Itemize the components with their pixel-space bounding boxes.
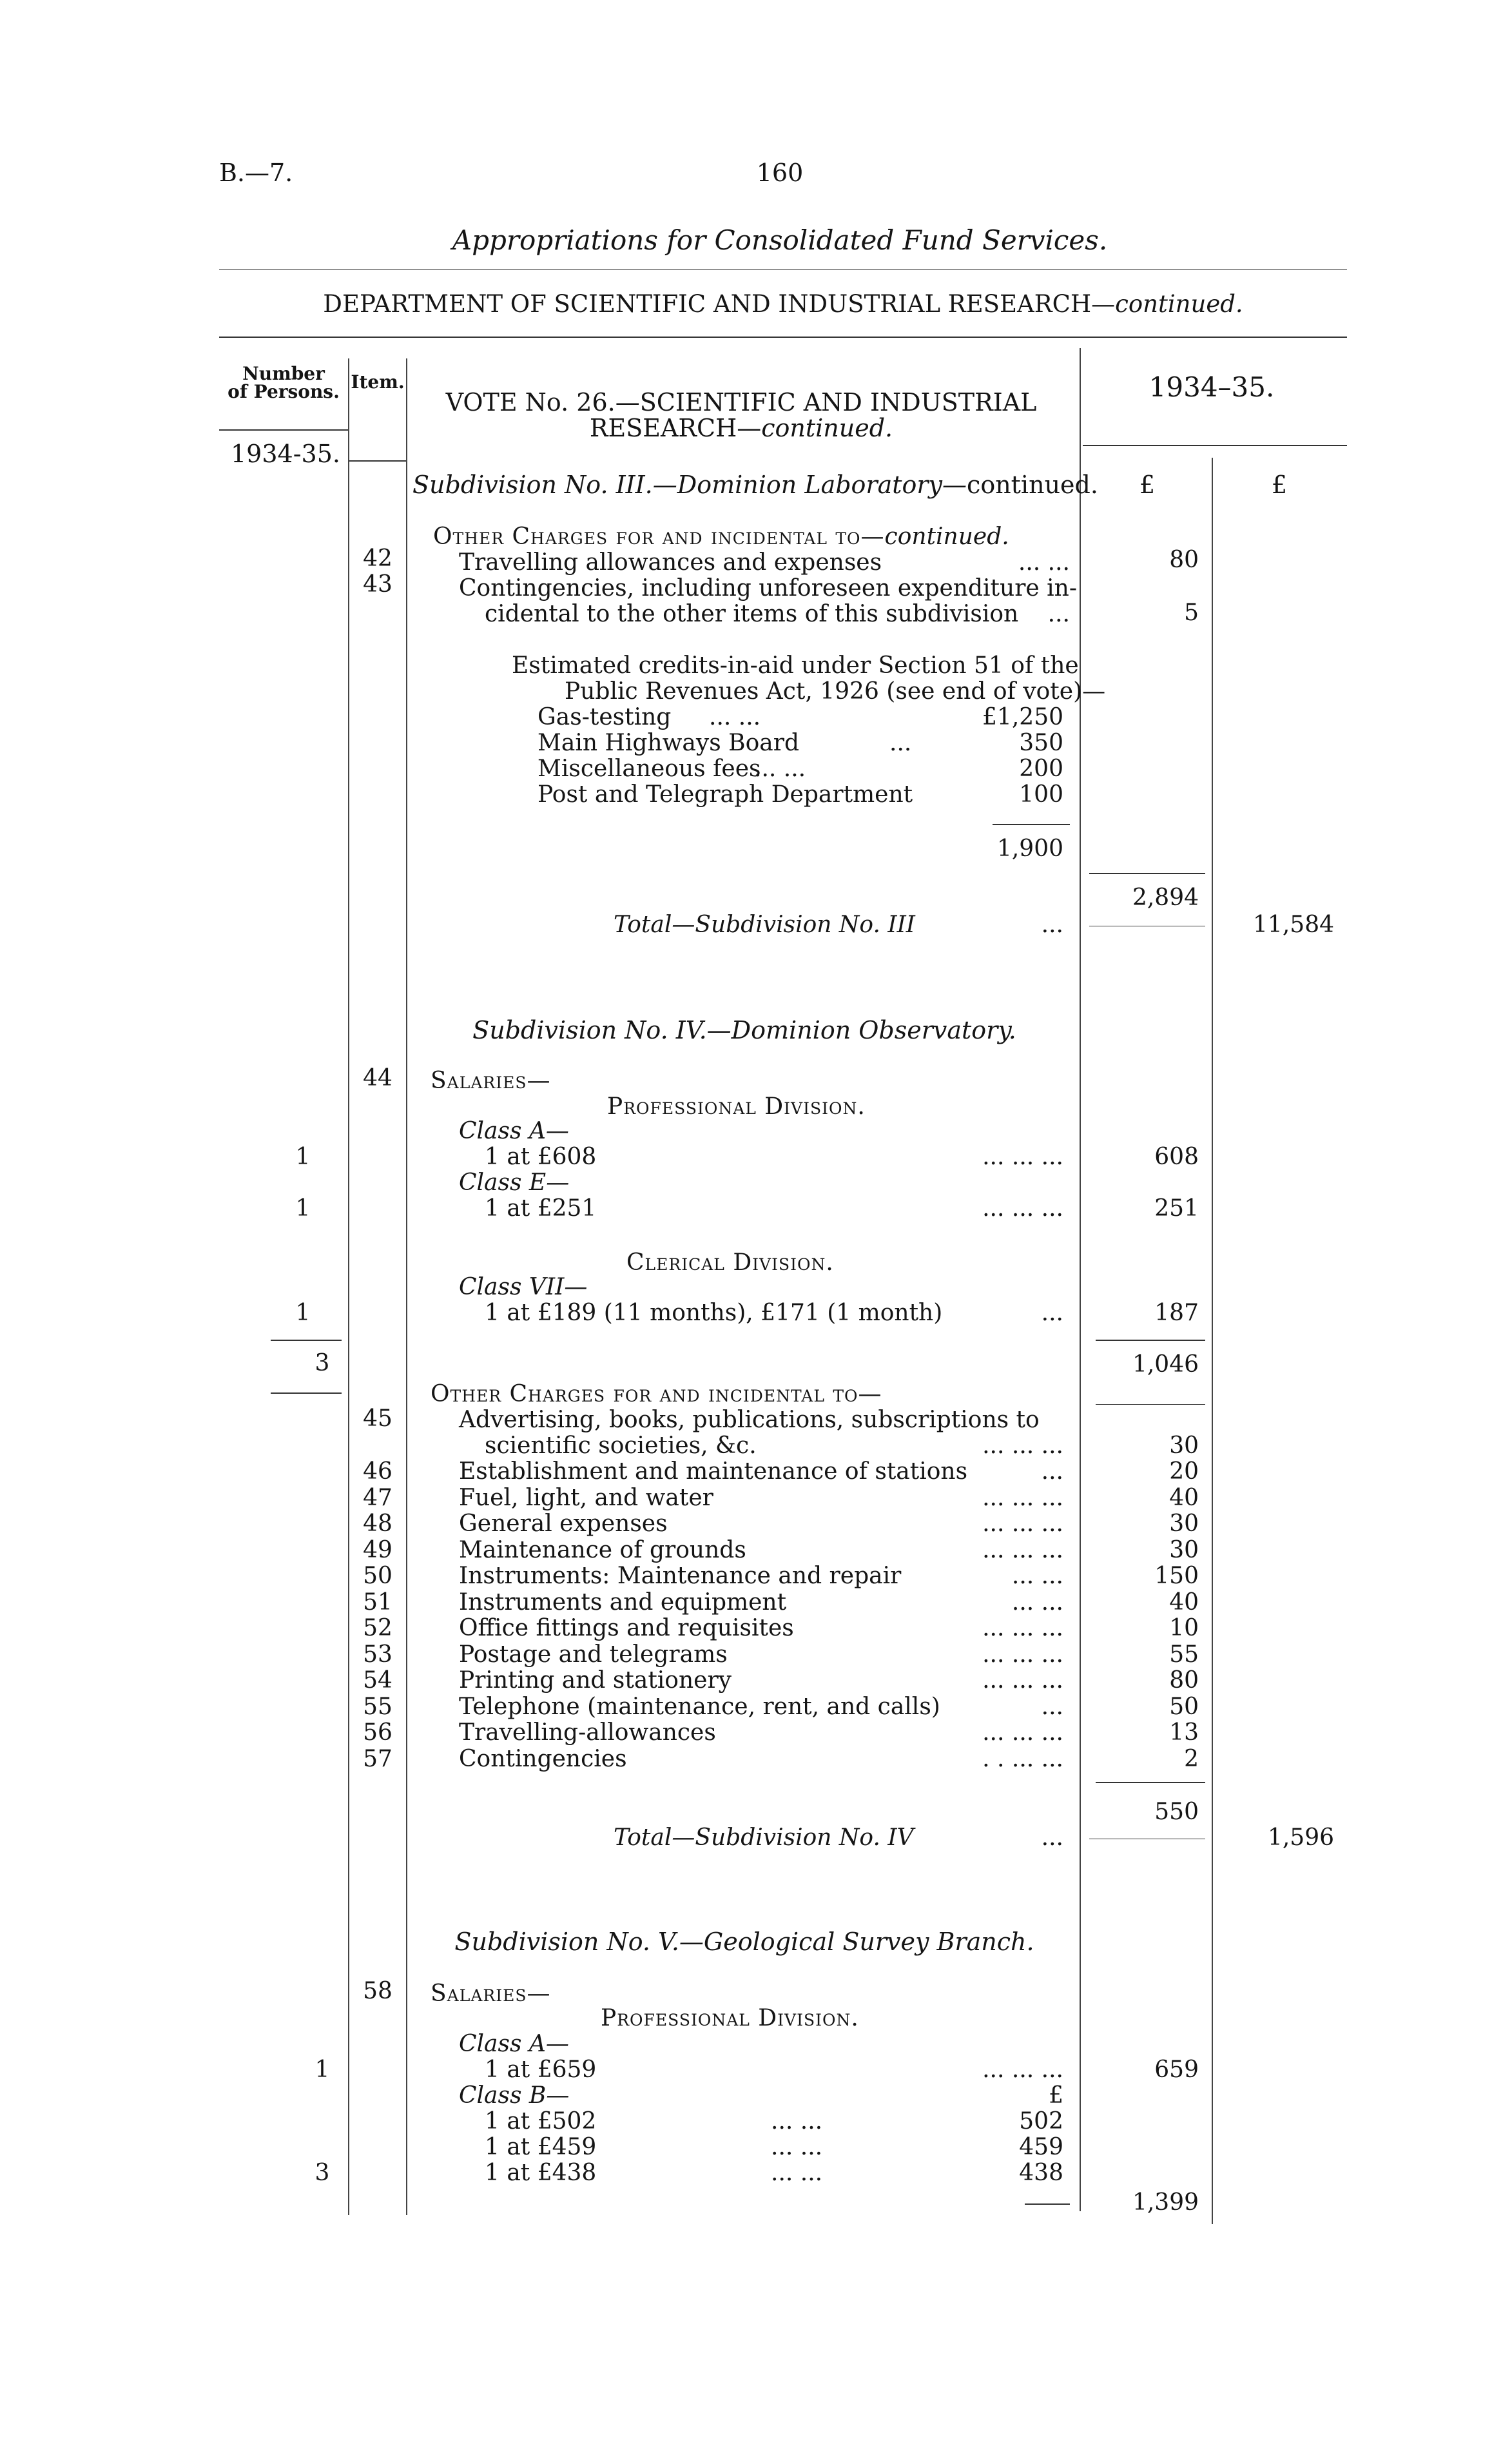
amount: 438 (1019, 2160, 1063, 2186)
amount: 5 (1184, 600, 1199, 626)
amount: 502 (1019, 2108, 1063, 2135)
rule (349, 460, 406, 462)
rule (993, 824, 1070, 825)
class-heading: Class A— (459, 2031, 569, 2057)
dots: ... ... (771, 2160, 823, 2186)
dots: ... ... ... (982, 1615, 1063, 1641)
item-number: 46 (363, 1458, 393, 1485)
credit-amount: 100 (1019, 781, 1063, 808)
amount: 2 (1184, 1746, 1199, 1772)
column-rule (348, 358, 349, 2215)
vote-heading: VOTE No. 26.—SCIENTIFIC AND INDUSTRIAL RESEARCH—continued. (445, 388, 1037, 442)
dots: ... ... ... (982, 1195, 1063, 1222)
dots: ... ... ... (982, 1510, 1063, 1537)
persons-count: 1 (295, 1300, 311, 1326)
column-rule (406, 358, 407, 2215)
line-text: 1 at £502 (485, 2108, 597, 2135)
dots: ... (1047, 601, 1070, 627)
line-text: Contingencies (459, 1746, 627, 1772)
line-text: General expenses (459, 1510, 668, 1537)
amount: 20 (1169, 1458, 1199, 1485)
subdivision-iv-title: Subdivision No. IV.—Dominion Observatory. (472, 1016, 1016, 1044)
line-text: Maintenance of grounds (459, 1537, 746, 1563)
dots: ... (1041, 1694, 1063, 1720)
credit-label: Gas-testing (538, 704, 672, 730)
rule (1025, 2203, 1070, 2205)
item-number: 52 (363, 1615, 393, 1641)
subtotal: 1,399 (1132, 2189, 1199, 2216)
dots: ... ... (1011, 1589, 1063, 1616)
dots: ... ... ... (982, 1719, 1063, 1746)
dots: ... ... ... (982, 1432, 1063, 1459)
amount: 150 (1154, 1563, 1199, 1589)
division-heading: Professional Division. (607, 1093, 866, 1120)
amount: 10 (1169, 1615, 1199, 1641)
grand-total: 11,584 (1253, 912, 1334, 938)
rule (271, 1392, 342, 1394)
credits-text: Estimated credits-in-aid under Section 51 of the (512, 652, 1079, 679)
credit-amount: £1,250 (982, 704, 1063, 730)
item-number: 43 (363, 571, 393, 598)
credit-amount: 350 (1019, 730, 1063, 756)
line-text: Instruments: Maintenance and repair (459, 1563, 902, 1589)
pound-sign: £ (1139, 471, 1156, 499)
credit-label: Miscellaneous fees (538, 756, 761, 782)
rule (219, 269, 1347, 270)
dots: ... (889, 730, 912, 756)
salaries-heading: Salaries— (431, 1980, 551, 2007)
other-charges-heading: Other Charges for and incidental to—continued. (433, 523, 1009, 550)
dots: ... ... (771, 2134, 823, 2160)
item-number: 56 (363, 1719, 393, 1746)
item-number: 53 (363, 1641, 393, 1668)
dots: ... ... (709, 704, 761, 730)
dots: ... ... ... (982, 1537, 1063, 1563)
class-heading: Class B— (459, 2082, 570, 2109)
line-text: Travelling allowances and expenses (459, 549, 882, 576)
header-item: Item. (351, 371, 405, 393)
line-text: 1 at £608 (485, 1144, 597, 1170)
class-heading: Class VII— (459, 1274, 588, 1300)
header-year-persons: 1934-35. (231, 440, 340, 468)
line-text: 1 at £459 (485, 2134, 597, 2160)
line-text: Telephone (maintenance, rent, and calls) (459, 1694, 940, 1720)
rule (1083, 445, 1347, 446)
line-text: Establishment and maintenance of stations (459, 1458, 968, 1485)
line-text: 1 at £189 (11 months), £171 (1 month) (485, 1300, 943, 1326)
line-text: 1 at £438 (485, 2160, 597, 2186)
dots: ... ... (1018, 549, 1070, 576)
header-number-persons: Number of Persons. (228, 363, 340, 402)
line-text: Travelling-allowances (459, 1719, 716, 1746)
item-number: 55 (363, 1694, 393, 1720)
amount: 40 (1169, 1589, 1199, 1616)
header-year: 1934–35. (1149, 371, 1275, 403)
persons-total: 3 (315, 1350, 330, 1376)
pound-sign: £ (1049, 2082, 1063, 2109)
total-label: Total—Subdivision No. IV (614, 1824, 914, 1851)
amount: 459 (1019, 2134, 1063, 2160)
persons-count: 3 (315, 2160, 330, 2186)
item-number: 44 (363, 1065, 393, 1091)
dots: ... ... (771, 2108, 823, 2135)
amount: 30 (1169, 1537, 1199, 1563)
item-number: 42 (363, 545, 393, 572)
dots: ... ... ... (982, 2057, 1063, 2083)
amount: 80 (1169, 1667, 1199, 1694)
persons-count: 1 (295, 1144, 311, 1170)
credits-total: 1,900 (996, 835, 1063, 862)
division-heading: Clerical Division. (626, 1249, 834, 1276)
persons-count: 1 (315, 2057, 330, 2083)
amount: 608 (1154, 1144, 1199, 1170)
amount: 80 (1169, 547, 1199, 573)
amount: 50 (1169, 1694, 1199, 1720)
division-heading: Professional Division. (601, 2005, 859, 2031)
department-heading: DEPARTMENT OF SCIENTIFIC AND INDUSTRIAL RESEARCH—continued. (323, 290, 1243, 318)
amount: 251 (1154, 1195, 1199, 1222)
line-text: scientific societies, &c. (485, 1432, 757, 1459)
subtotal: 550 (1154, 1799, 1199, 1825)
item-number: 54 (363, 1667, 393, 1694)
dots: ... ... (754, 756, 806, 782)
dots: ... (1041, 1824, 1063, 1851)
dots: ... ... (1011, 1563, 1063, 1589)
line-text: Advertising, books, publications, subscriptions to (459, 1407, 1040, 1433)
line-text: Postage and telegrams (459, 1641, 728, 1668)
dots: . . ... ... (982, 1746, 1063, 1772)
item-number: 58 (363, 1978, 393, 2004)
rule (219, 337, 1347, 338)
line-text: cidental to the other items of this subdivision (485, 601, 1019, 627)
item-number: 50 (363, 1563, 393, 1589)
item-number: 49 (363, 1537, 393, 1563)
dots: ... ... ... (982, 1641, 1063, 1668)
amount: 55 (1169, 1641, 1199, 1668)
subtotal: 2,894 (1132, 884, 1199, 911)
item-number: 57 (363, 1746, 393, 1772)
credits-text: Public Revenues Act, 1926 (see end of vote)— (565, 678, 1106, 705)
other-charges-heading: Other Charges for and incidental to— (431, 1381, 882, 1407)
credit-label: Post and Telegraph Department (538, 781, 913, 808)
item-number: 47 (363, 1485, 393, 1511)
rule (219, 429, 348, 431)
line-text: Fuel, light, and water (459, 1485, 713, 1511)
dots: ... ... ... (982, 1144, 1063, 1170)
rule (1096, 1340, 1205, 1341)
dots: ... ... ... (982, 1485, 1063, 1511)
line-text: Contingencies, including unforeseen expenditure in- (459, 575, 1078, 601)
column-rule (1080, 348, 1081, 2211)
amount: 30 (1169, 1432, 1199, 1459)
dots: ... (1041, 1458, 1063, 1485)
amount: 659 (1154, 2057, 1199, 2083)
amount: 40 (1169, 1485, 1199, 1511)
persons-count: 1 (295, 1195, 311, 1222)
pound-sign: £ (1271, 471, 1288, 499)
credit-amount: 200 (1019, 756, 1063, 782)
page-code: B.—7. (219, 159, 293, 187)
line-text: 1 at £251 (485, 1195, 597, 1222)
amount: 13 (1169, 1719, 1199, 1746)
dots: ... (1041, 912, 1063, 938)
rule (1096, 1404, 1205, 1405)
total-label: Total—Subdivision No. III (614, 912, 916, 938)
rule (1089, 873, 1205, 874)
salaries-total: 1,046 (1132, 1351, 1199, 1378)
grand-total: 1,596 (1267, 1824, 1334, 1851)
line-text: Printing and stationery (459, 1667, 732, 1694)
subdivision-v-title: Subdivision No. V.—Geological Survey Branch. (454, 1928, 1034, 1956)
dots: ... (1041, 1300, 1063, 1326)
page-title: Appropriations for Consolidated Fund Services. (452, 224, 1108, 256)
dots: ... ... ... (982, 1667, 1063, 1694)
class-heading: Class A— (459, 1118, 569, 1144)
amount: 30 (1169, 1510, 1199, 1537)
line-text: Office fittings and requisites (459, 1615, 794, 1641)
column-rule (1212, 458, 1213, 2224)
subdivision-iii-title: Subdivision No. III.—Dominion Laboratory—continued. (412, 471, 1098, 499)
rule (271, 1340, 342, 1341)
item-number: 45 (363, 1405, 393, 1432)
item-number: 48 (363, 1510, 393, 1537)
credit-label: Main Highways Board (538, 730, 799, 756)
item-number: 51 (363, 1589, 393, 1616)
class-heading: Class E— (459, 1169, 570, 1196)
line-text: 1 at £659 (485, 2057, 597, 2083)
salaries-heading: Salaries— (431, 1068, 551, 1094)
amount: 187 (1154, 1300, 1199, 1326)
rule (1096, 1782, 1205, 1783)
page-number: 160 (756, 159, 804, 187)
line-text: Instruments and equipment (459, 1589, 787, 1616)
